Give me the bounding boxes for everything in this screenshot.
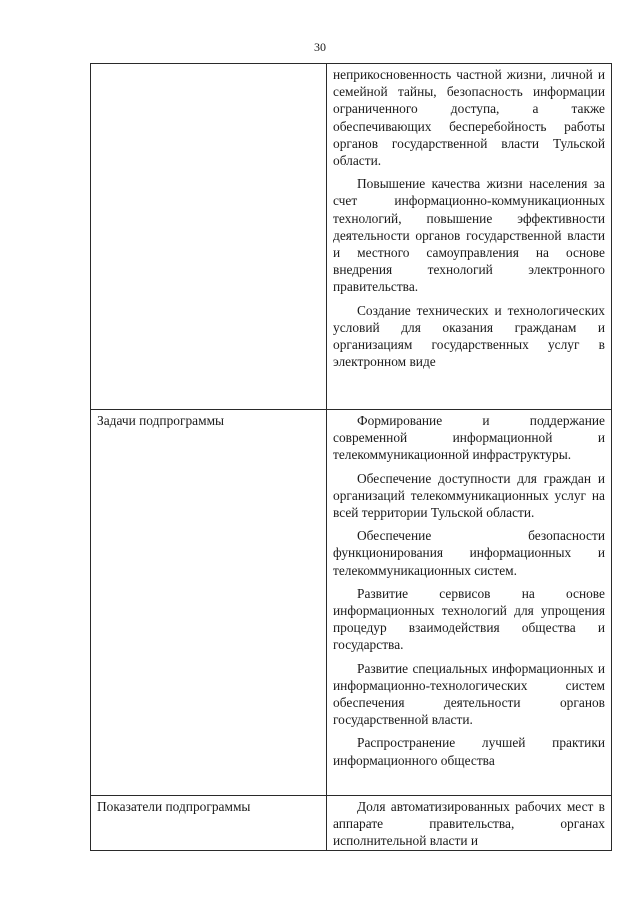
row-content — [327, 796, 612, 851]
row-content — [327, 64, 612, 410]
page-number: 30 — [314, 40, 326, 54]
row-label: Показатели подпрограммы — [91, 796, 327, 851]
paragraph: Доля автоматизированных рабочих мест в аппарате правительства, органах исполнительной власти и — [333, 799, 605, 849]
paragraph: Обеспечение доступности для граждан и организаций телекоммуникационных услуг на всей территории Тульской области. — [333, 470, 605, 521]
paragraph: Повышение качества жизни населения за счет информационно-коммуникационных технологий, повышение эффективности деятельности органов государственной власти и местного самоуправления на основе внедрения технологий электронного правительства. — [333, 176, 605, 295]
row-content — [327, 410, 612, 796]
row-label: Задачи подпрограммы — [91, 410, 327, 796]
program-table — [90, 63, 612, 851]
paragraph: Формирование и поддержание современной информационной и телекоммуникационной инфраструктуры. — [333, 413, 605, 463]
paragraph: Создание технических и технологических условий для оказания гражданам и организациям государственных услуг в электронном виде — [333, 302, 605, 370]
table-row-indicators — [91, 796, 612, 851]
paragraph: Развитие специальных информационных и информационно-технологических систем обеспечения деятельности органов государственной власти. — [333, 660, 605, 728]
paragraph: Развитие сервисов на основе информационных технологий для упрощения процедур взаимодействия общества и государства. — [333, 585, 605, 653]
table-row-tasks — [91, 410, 612, 796]
row-label — [91, 64, 327, 410]
paragraph: неприкосновенность частной жизни, личной и семейной тайны, безопасность информации ограниченного доступа, а также обеспечивающих бесперебойность работы органов государственной власти Тульской области. — [333, 67, 605, 169]
table-row-goals-continued — [91, 64, 612, 410]
paragraph: Обеспечение безопасности функционирования информационных и телекоммуникационных систем. — [333, 528, 605, 578]
paragraph: Распространение лучшей практики информационного общества — [333, 735, 605, 768]
